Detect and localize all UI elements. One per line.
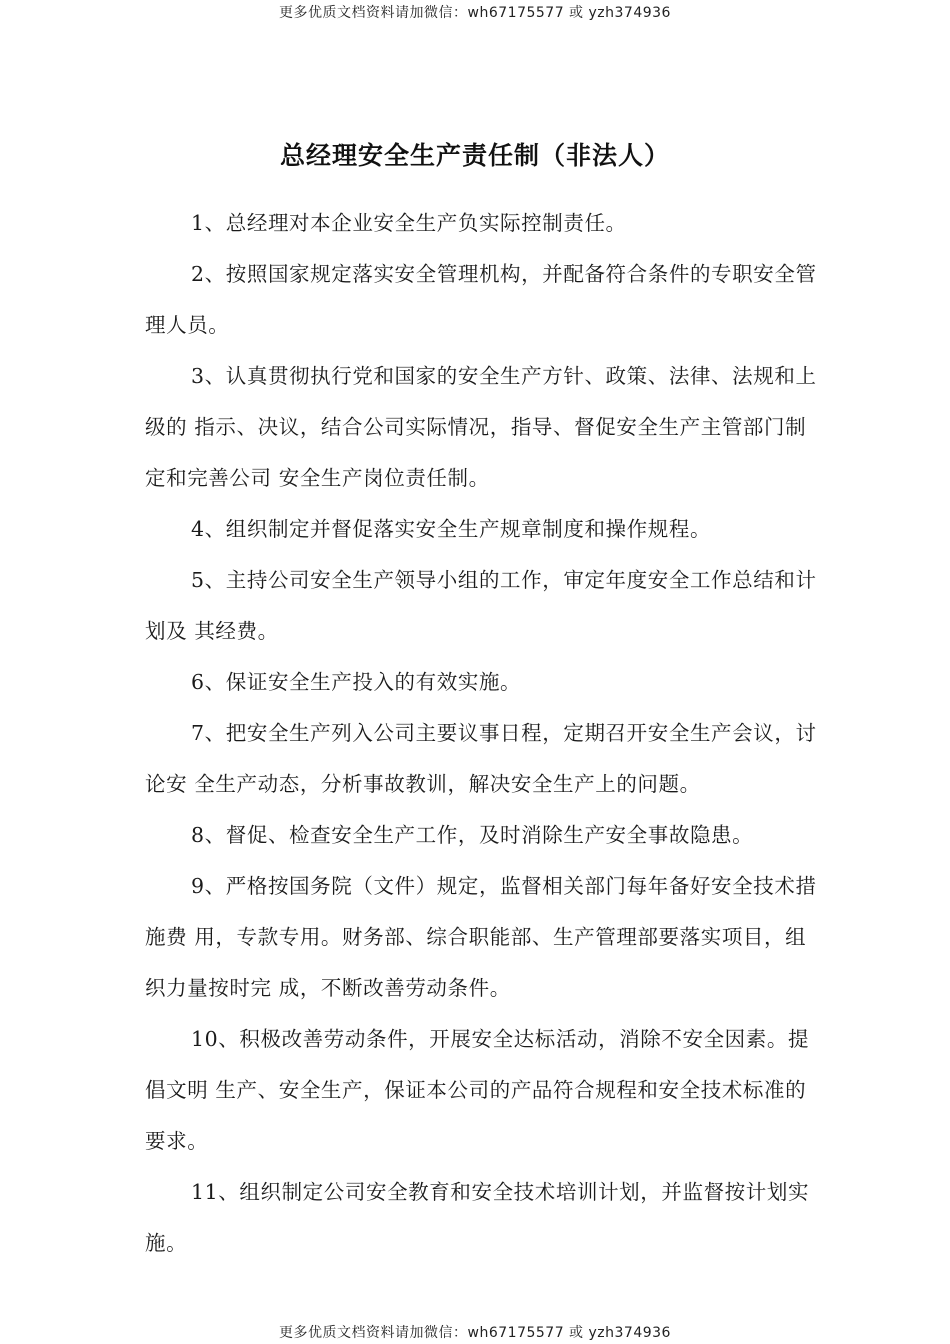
clause-5: 5、主持公司安全生产领导小组的工作，审定年度安全工作总结和计划及 其经费。 bbox=[145, 568, 817, 643]
document-body bbox=[145, 198, 825, 1269]
footer-note: 更多优质文档资料请加微信：wh67175577 或 yzh374936 bbox=[279, 1325, 671, 1341]
clause-10: 10、积极改善劳动条件，开展安全达标活动，消除不安全因素。提倡文明 生产、安全生产，保证本公司的产品符合规程和安全技术标准的要求。 bbox=[145, 1027, 810, 1153]
clause-9: 9、严格按国务院（文件）规定，监督相关部门每年备好安全技术措施费 用，专款专用。财务部、综合职能部、生产管理部要落实项目，组织力量按时完 成，不断改善劳动条件。 bbox=[145, 874, 817, 1000]
header-note: 更多优质文档资料请加微信：wh67175577 或 yzh374936 bbox=[279, 5, 671, 21]
clause-2: 2、按照国家规定落实安全管理机构，并配备符合条件的专职安全管理人员。 bbox=[145, 262, 817, 337]
clause-4: 4、组织制定并督促落实安全生产规章制度和操作规程。 bbox=[191, 517, 712, 541]
clause-8: 8、督促、检查安全生产工作，及时消除生产安全事故隐患。 bbox=[191, 823, 754, 847]
clause-6: 6、保证安全生产投入的有效实施。 bbox=[191, 670, 522, 694]
clause-7: 7、把安全生产列入公司主要议事日程，定期召开安全生产会议，讨论安 全生产动态，分析事故教训，解决安全生产上的问题。 bbox=[145, 721, 817, 796]
clause-1: 1、总经理对本企业安全生产负实际控制责任。 bbox=[191, 211, 627, 235]
clause-11: 11、组织制定公司安全教育和安全技术培训计划，并监督按计划实施。 bbox=[145, 1180, 810, 1255]
clause-3: 3、认真贯彻执行党和国家的安全生产方针、政策、法律、法规和上级的 指示、决议，结合公司实际情况，指导、督促安全生产主管部门制定和完善公司 安全生产岗位责任制。 bbox=[145, 364, 817, 490]
document-title: 总经理安全生产责任制（非法人） bbox=[279, 141, 670, 170]
